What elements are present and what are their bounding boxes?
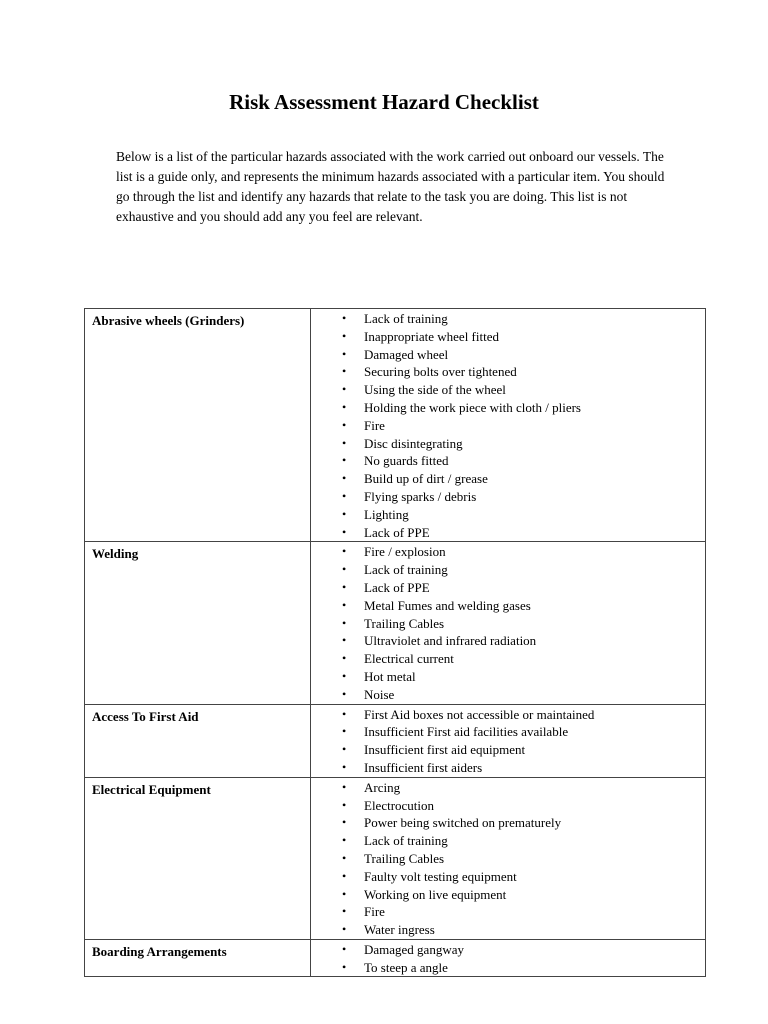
hazard-row [85,542,706,704]
hazard-item-text: Metal Fumes and welding gases [364,597,531,613]
hazard-category: Boarding Arrangements [85,939,311,977]
page-title: Risk Assessment Hazard Checklist [229,90,539,114]
bullet-icon: • [342,382,347,397]
hazard-item-text: Disc disintegrating [364,435,463,451]
bullet-icon: • [342,311,347,325]
bullet-icon: • [342,651,347,666]
bullet-icon: • [342,399,347,414]
hazard-item [311,310,705,328]
hazard-item [311,597,705,615]
bullet-icon: • [342,417,347,432]
hazard-category: Abrasive wheels (Grinders) [85,309,311,542]
bullet-icon: • [342,562,347,577]
bullet-icon: • [342,815,347,830]
hazard-table-body [85,309,706,977]
bullet-icon: • [342,868,347,883]
hazard-item-text: Lack of training [364,311,448,326]
bullet-icon: • [342,833,347,848]
hazard-item [311,650,705,668]
hazard-item-text: Insufficient First aid facilities available [364,724,569,740]
hazard-category: Welding [85,542,311,704]
hazard-item-text: Lack of PPE [364,524,430,540]
hazard-item [311,615,705,633]
bullet-icon: • [342,904,347,919]
hazard-item [311,868,705,886]
hazard-item [311,921,705,939]
hazard-item [311,524,705,542]
bullet-icon: • [342,797,347,812]
bullet-icon: • [342,488,347,503]
hazard-item-text: Fire / explosion [364,544,446,560]
hazard-item-text: Trailing Cables [364,615,445,631]
hazard-item [311,903,705,921]
hazard-item-text: Faulty volt testing equipment [364,868,517,884]
bullet-icon: • [342,579,347,594]
bullet-icon: • [342,759,347,774]
bullet-icon: • [342,544,347,559]
bullet-icon: • [342,633,347,648]
hazard-item [311,488,705,506]
hazard-item [311,470,705,488]
hazard-item-text: No guards fitted [364,453,449,469]
hazard-item [311,941,705,959]
hazard-row [85,939,706,977]
bullet-icon: • [342,706,347,721]
hazard-item-text: To steep a angle [364,959,448,975]
hazard-item [311,632,705,650]
hazard-item [311,561,705,579]
hazard-list-cell [311,704,706,777]
hazard-item-text: First Aid boxes not accessible or maintained [364,706,595,722]
hazard-list [311,542,705,703]
bullet-icon: • [342,471,347,486]
hazard-list [311,309,705,541]
hazard-item-text: Electrical current [364,651,454,667]
hazard-item-text: Lighting [364,506,409,522]
hazard-item [311,381,705,399]
hazard-category: Electrical Equipment [85,777,311,939]
bullet-icon: • [342,615,347,630]
hazard-table [84,308,706,977]
hazard-item [311,417,705,435]
bullet-icon: • [342,346,347,361]
hazard-list-cell [311,542,706,704]
bullet-icon: • [342,506,347,521]
hazard-item-text: Damaged wheel [364,346,449,362]
hazard-item-text: Inappropriate wheel fitted [364,328,499,344]
bullet-icon: • [342,941,347,956]
bullet-icon: • [342,850,347,865]
hazard-list-cell [311,939,706,977]
hazard-item [311,435,705,453]
bullet-icon: • [342,668,347,683]
hazard-item-text: Noise [364,686,395,702]
hazard-item [311,741,705,759]
bullet-icon: • [342,597,347,612]
hazard-item-text: Damaged gangway [364,941,464,957]
hazard-row [85,777,706,939]
hazard-item [311,850,705,868]
bullet-icon: • [342,742,347,757]
hazard-item [311,452,705,470]
hazard-item [311,543,705,561]
hazard-item-text: Hot metal [364,668,416,684]
hazard-category: Access To First Aid [85,704,311,777]
hazard-item-text: Arcing [364,779,401,795]
bullet-icon: • [342,453,347,468]
hazard-item [311,959,705,977]
intro-paragraph: Below is a list of the particular hazards associated with the work carried out onboard our vessels. The list is a guide only, and represents the minimum hazards associated with a particular item. You should go through the list and identify any hazards that relate to the task you are doing. This list is not exhaustive and you should add any you feel are relevant. [116,149,665,224]
hazard-list [311,705,705,777]
hazard-item-text: Using the side of the wheel [364,382,506,398]
hazard-list [311,940,705,977]
bullet-icon: • [342,524,347,539]
bullet-icon: • [342,779,347,794]
hazard-item [311,399,705,417]
hazard-item-text: Securing bolts over tightened [364,364,517,380]
hazard-item-text: Build up of dirt / grease [364,471,488,487]
hazard-item-text: Insufficient first aiders [364,759,483,775]
hazard-item [311,506,705,524]
hazard-list-cell [311,777,706,939]
hazard-item-text: Ultraviolet and infrared radiation [364,633,537,649]
hazard-item-text: Lack of training [364,562,448,578]
hazard-item [311,797,705,815]
hazard-item-text: Fire [364,904,385,920]
hazard-item-text: Holding the work piece with cloth / pliers [364,399,581,415]
hazard-item-text: Electrocution [364,797,435,813]
hazard-row [85,704,706,777]
hazard-row [85,309,706,542]
bullet-icon: • [342,364,347,379]
hazard-item-text: Working on live equipment [364,886,507,902]
hazard-item [311,363,705,381]
hazard-item [311,668,705,686]
hazard-item [311,886,705,904]
hazard-list-cell [311,309,706,542]
bullet-icon: • [342,922,347,937]
hazard-list [311,778,705,939]
bullet-icon: • [342,959,347,974]
hazard-item-text: Fire [364,417,385,433]
hazard-item [311,686,705,704]
bullet-icon: • [342,435,347,450]
hazard-item [311,346,705,364]
hazard-item-text: Insufficient first aid equipment [364,742,526,758]
hazard-item [311,723,705,741]
hazard-item-text: Trailing Cables [364,850,445,866]
bullet-icon: • [342,724,347,739]
hazard-item [311,328,705,346]
hazard-item [311,759,705,777]
hazard-item [311,706,705,724]
hazard-item [311,832,705,850]
hazard-item-text: Lack of training [364,833,448,849]
hazard-item [311,814,705,832]
hazard-item [311,779,705,797]
hazard-item-text: Water ingress [364,922,435,938]
hazard-item-text: Power being switched on prematurely [364,815,562,831]
bullet-icon: • [342,686,347,701]
hazard-item-text: Lack of PPE [364,579,430,595]
bullet-icon: • [342,886,347,901]
hazard-item [311,579,705,597]
bullet-icon: • [342,328,347,343]
hazard-item-text: Flying sparks / debris [364,488,477,504]
